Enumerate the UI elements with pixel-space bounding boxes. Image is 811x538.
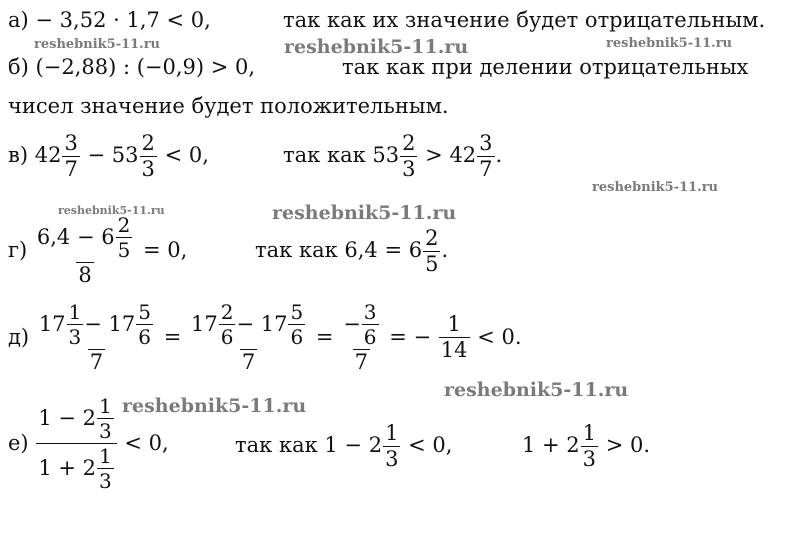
fraction: $\frac{1}{3}$ [98, 394, 112, 443]
watermark: reshebnik5-11.ru [272, 202, 457, 224]
item-v-label: в) [8, 143, 29, 167]
item-a-label: а) [8, 8, 29, 32]
item-g: г) 6,4 − 6 $\frac{2}{5}$ 8 = 0, [8, 213, 188, 287]
watermark: reshebnik5-11.ru [58, 204, 165, 217]
fraction: $\frac{3}{7}$ [64, 131, 78, 181]
item-v-expression: 42 $\frac{3}{7}$ − 53 $\frac{2}{3}$ < 0, [34, 131, 209, 181]
watermark: reshebnik5-11.ru [34, 37, 161, 52]
fraction: $\frac{1}{3}$ [68, 300, 82, 349]
item-e-main-fraction: 1 − 2 $\frac{1}{3}$ 1 + 2 $\frac{1}{3}$ [36, 396, 116, 491]
item-v-reason: так как 53 $\frac{2}{3}$ > 42 $\frac{3}{7}$ . [283, 131, 503, 181]
item-d-fraction-1: 17 $\frac{1}{3}$ − 17 $\frac{5}{6}$ 7 [38, 300, 152, 374]
watermark: reshebnik5-11.ru [444, 379, 629, 401]
item-e-reason-2: 1 + 2 $\frac{1}{3}$ > 0. [522, 421, 651, 471]
item-d: д) 17 $\frac{1}{3}$ − 17 $\frac{5}{6}$ 7 = 17 $\frac{2}{6}$ − 17 $\frac{5}{6}$ 7 = − $\frac{3}{6}$ 7 = − $\frac{1}{14}$ < 0. [8, 300, 522, 374]
fraction: $\frac{1}{14}$ [440, 312, 468, 362]
item-b-label: б) [8, 55, 29, 79]
fraction: $\frac{1}{3}$ [385, 421, 399, 471]
fraction: $\frac{5}{6}$ [138, 300, 152, 349]
item-e-reason: так как 1 − 2 $\frac{1}{3}$ < 0, [235, 421, 453, 471]
fraction: $\frac{2}{5}$ [425, 226, 439, 276]
fraction: $\frac{3}{6}$ [363, 300, 377, 349]
item-g-main-fraction: 6,4 − 6 $\frac{2}{5}$ 8 [36, 213, 131, 287]
item-b-text-continued: чисел значение будет положительным. [8, 94, 449, 118]
fraction: $\frac{2}{3}$ [141, 131, 155, 181]
watermark: reshebnik5-11.ru [592, 180, 719, 195]
item-e-label: е) [8, 431, 29, 455]
item-d-fraction-3: − $\frac{3}{6}$ 7 [343, 300, 377, 374]
item-b-expression: (−2,88) : (−0,9) > 0, [35, 55, 256, 79]
watermark: reshebnik5-11.ru [606, 36, 733, 51]
item-b-text: так как при делении отрицательных [342, 55, 749, 79]
fraction: $\frac{1}{3}$ [582, 421, 597, 471]
item-d-label: д) [8, 325, 30, 349]
item-v [8, 133, 209, 180]
item-g-label: г) [8, 238, 28, 262]
fraction: $\frac{1}{3}$ [98, 444, 112, 493]
fraction: $\frac{5}{6}$ [290, 300, 304, 349]
fraction: $\frac{3}{7}$ [479, 131, 493, 181]
fraction: $\frac{2}{3}$ [402, 131, 416, 181]
item-a [8, 10, 211, 31]
item-e: е) 1 − 2 $\frac{1}{3}$ 1 + 2 $\frac{1}{3}$ < 0, [8, 394, 169, 493]
item-b [8, 57, 255, 78]
item-a-expression: − 3,52 · 1,7 < 0, [35, 8, 211, 32]
fraction: $\frac{2}{6}$ [220, 300, 234, 349]
watermark: reshebnik5-11.ru [122, 395, 307, 417]
watermark: reshebnik5-11.ru [284, 36, 469, 58]
item-d-fraction-2: 17 $\frac{2}{6}$ − 17 $\frac{5}{6}$ 7 [191, 300, 304, 374]
fraction: $\frac{2}{5}$ [117, 213, 131, 262]
item-g-reason: так как 6,4 = 6 $\frac{2}{5}$ . [255, 226, 449, 276]
item-a-text: так как их значение будет отрицательным. [283, 8, 766, 32]
